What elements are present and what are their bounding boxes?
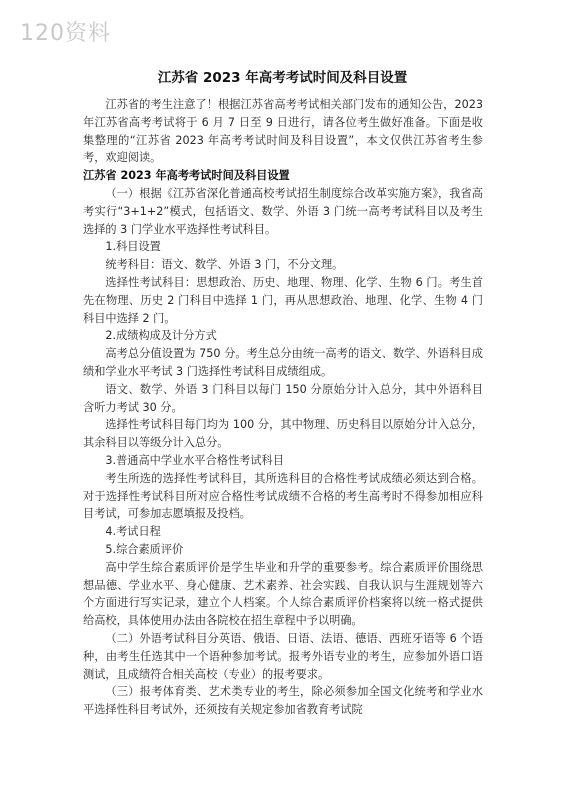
watermark: 120资料 bbox=[20, 21, 111, 46]
subsection-2-heading: 2.成绩构成及计分方式 bbox=[105, 329, 217, 343]
section-heading: 江苏省 2023 年高考考试时间及科目设置 bbox=[83, 169, 290, 183]
subsection-5-heading: 5.综合素质评价 bbox=[105, 542, 184, 556]
subsection-4-heading: 4.考试日程 bbox=[105, 525, 161, 539]
intro-paragraph: 江苏省的考生注意了！根据江苏省高考考试相关部门发布的通知公告，2023 年江苏省高考考试将于 6 月 7 日至 9 日进行，请各位考生做好准备。下面是收集整理的“江苏省 2023 年高考考试时间及科目设置”，本文仅供江苏省考生参考，欢迎阅读。 bbox=[83, 98, 483, 165]
paragraph-1a: 统考科目：语文、数学、外语 3 门，不分文理。 bbox=[105, 258, 344, 272]
paragraph-2a: 高考总分值设置为 750 分。考生总分由统一高考的语文、数学、外语科目成绩和学业水平考试 3 门选择性考试科目成绩组成。 bbox=[83, 347, 483, 378]
paragraph-6: （二）外语考试科目分英语、俄语、日语、法语、德语、西班牙语等 6 个语种，由考生任选其中一个语种参加考试。报考外语专业的考生，应参加外语口语测试，且成绩符合相关高校（专业）的报考要求。 bbox=[83, 631, 483, 681]
paragraph-1b: 选择性考试科目：思想政治、历史、地理、物理、化学、生物 6 门。考生首先在物理、历史 2 门科目中选择 1 门，再从思想政治、地理、化学、生物 4 门科目中选择 2 门。 bbox=[83, 275, 483, 325]
paragraph-7: （三）报考体育类、艺术类专业的考生，除必须参加全国文化统考和学业水平选择性科目考试外，还须按有关规定参加省教育考试院 bbox=[83, 685, 483, 717]
paragraph-3: 考生所选的选择性考试科目，其所选科目的合格性考试成绩必须达到合格。对于选择性考试科目所对应合格性考试成绩不合格的考生高考时不得参加相应科目考试，可参加志愿填报及投档。 bbox=[83, 471, 483, 521]
document-title: 江苏省 2023 年高考考试时间及科目设置 bbox=[157, 70, 408, 86]
paragraph-1: （一）根据《江苏省深化普通高校考试招生制度综合改革实施方案》，我省高考实行“3+1+2”模式，包括语文、数学、外语 3 门统一高考考试科目以及考生选择的 3 门学业水平选择性考试科目。 bbox=[83, 186, 483, 236]
document-body bbox=[83, 96, 483, 719]
paragraph-2b: 语文、数学、外语 3 门科目以每门 150 分原始分计入总分，其中外语科目含听力考试 30 分。 bbox=[83, 382, 483, 414]
paragraph-2c: 选择性考试科目每门均为 100 分，其中物理、历史科目以原始分计入总分，其余科目以等级分计入总分。 bbox=[83, 418, 483, 450]
subsection-1-heading: 1.科目设置 bbox=[105, 240, 161, 254]
subsection-3-heading: 3.普通高中学业水平合格性考试科目 bbox=[105, 453, 284, 467]
paragraph-5: 高中学生综合素质评价是学生毕业和升学的重要参考。综合素质评价围绕思想品德、学业水平、身心健康、艺术素养、社会实践、自我认识与生涯规划等六个方面进行写实记录，建立个人档案。个人综合素质评价档案将以统一格式提供给高校，具体使用办法由各院校在招生章程中予以明确。 bbox=[83, 560, 483, 628]
